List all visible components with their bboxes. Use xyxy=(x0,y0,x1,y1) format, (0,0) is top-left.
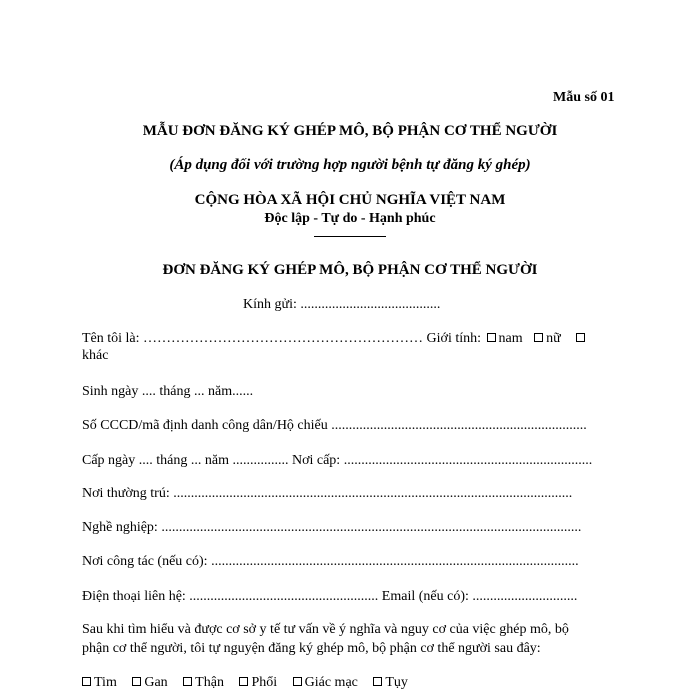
organ-lung-label: Phổi xyxy=(251,675,278,690)
gender-male-label: nam xyxy=(498,331,523,346)
gender-other-checkbox[interactable] xyxy=(576,333,585,342)
residence-field[interactable]: Nơi thường trú: .................................................................................................................. xyxy=(82,486,573,501)
organ-kidney-checkbox[interactable] xyxy=(183,677,192,686)
workplace-field[interactable]: Nơi công tác (nếu có): ......................................................................................................... xyxy=(82,554,579,569)
organ-heart-label: Tim xyxy=(94,675,117,690)
application-title: ĐƠN ĐĂNG KÝ GHÉP MÔ, BỘ PHẬN CƠ THỂ NGƯỜI xyxy=(162,262,538,278)
organ-pancreas-checkbox[interactable] xyxy=(373,677,382,686)
name-field-label: Tên tôi là: …………………………………………………… Giới tính: xyxy=(82,331,481,346)
form-subtitle: (Áp dụng đối với trường hợp người bệnh tự đăng ký ghép) xyxy=(169,157,531,173)
birth-date-field[interactable]: Sinh ngày .... tháng ... năm...... xyxy=(82,384,254,399)
name-line xyxy=(82,331,588,347)
organ-cornea-label: Giác mạc xyxy=(304,675,358,690)
gender-female-label: nữ xyxy=(546,331,561,346)
gender-male-checkbox[interactable] xyxy=(487,333,496,342)
id-number-field[interactable]: Số CCCD/mã định danh công dân/Hộ chiếu ......................................................................... xyxy=(82,418,587,433)
gender-female-checkbox[interactable] xyxy=(534,333,543,342)
organ-cornea-checkbox[interactable] xyxy=(293,677,302,686)
national-motto: Độc lập - Tự do - Hạnh phúc xyxy=(264,211,436,226)
addressee-line: Kính gửi: ........................................ xyxy=(243,297,441,312)
statement-line-1: Sau khi tìm hiểu và được cơ sở y tế tư vấn về ý nghĩa và nguy cơ của việc ghép mô, bộ xyxy=(82,622,569,637)
motto-underline xyxy=(314,236,386,237)
form-code: Mẫu số 01 xyxy=(553,90,615,105)
gender-other-label: khác xyxy=(82,348,109,363)
form-title: MẪU ĐƠN ĐĂNG KÝ GHÉP MÔ, BỘ PHẬN CƠ THỂ NGƯỜI xyxy=(142,123,558,139)
organ-heart-checkbox[interactable] xyxy=(82,677,91,686)
phone-email-field[interactable]: Điện thoại liên hệ: ...................................................... Email (nếu có): .............................. xyxy=(82,589,578,604)
organ-options xyxy=(80,675,418,691)
organ-liver-label: Gan xyxy=(144,675,168,690)
organ-kidney-label: Thận xyxy=(195,675,224,690)
issue-date-place-field[interactable]: Cấp ngày .... tháng ... năm ................ Nơi cấp: ....................................................................... xyxy=(82,453,593,468)
organ-lung-checkbox[interactable] xyxy=(239,677,248,686)
national-title: CỘNG HÒA XÃ HỘI CHỦ NGHĨA VIỆT NAM xyxy=(194,192,506,208)
organ-liver-checkbox[interactable] xyxy=(132,677,141,686)
organ-pancreas-label: Tụy xyxy=(385,675,408,690)
statement-line-2: phận cơ thể người, tôi tự nguyện đăng ký ghép mô, bộ phận cơ thể người sau đây: xyxy=(82,641,541,656)
occupation-field[interactable]: Nghề nghiệp: ........................................................................................................................ xyxy=(82,520,582,535)
